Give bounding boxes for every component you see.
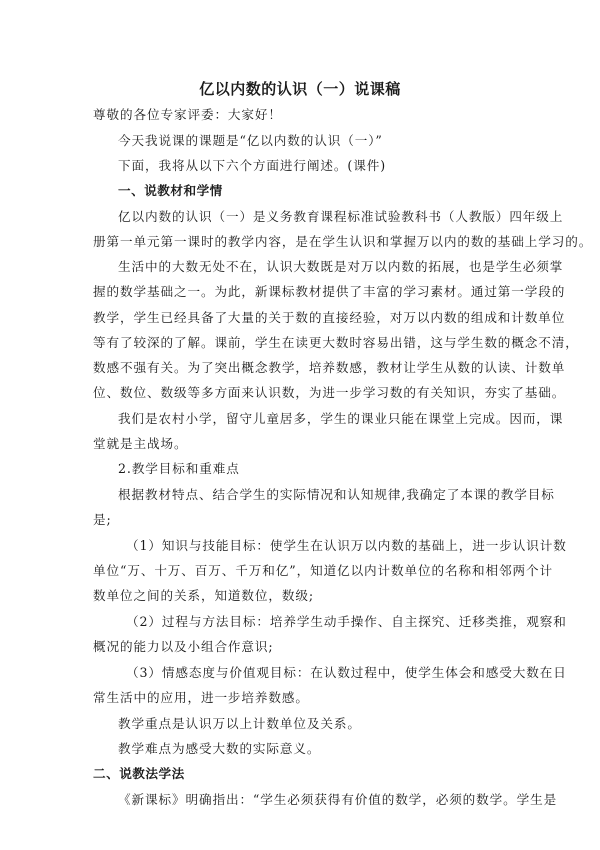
paragraph-line: （3）情感态度与价值观目标：在认数过程中，使学生体会和感受大数在日 [126,665,567,680]
paragraph-line: 亿以内数的认识（一）是义务教育课程标准试验教科书（人教版）四年级上 [118,209,564,224]
paragraph-line: 概况的能力以及小组合作意识; [93,639,274,654]
paragraph-line: （2）过程与方法目标：培养学生动手操作、自主探究、迁移类推，观察和 [126,614,567,629]
paragraph-line: 常生活中的应用，进一步培养数感。 [93,690,309,705]
section-heading: 一、说教材和学情 [118,183,223,198]
paragraph-line: 下面，我将从以下六个方面进行阐述。(课件) [118,158,387,173]
paragraph-line: 数单位之间的关系，知道数位，数级; [93,588,315,603]
paragraph-line: 握的数学基础之一。为此，新课标教材提供了丰富的学习素材。通过第一学段的 [93,284,566,299]
paragraph-line: 根据教材特点、结合学生的实际情况和认知规律,我确定了本课的教学目标 [118,487,555,502]
subsection-heading: 2.教学目标和重难点 [118,461,240,476]
paragraph-line: 是; [93,512,112,527]
paragraph-line: 生活中的大数无处不在，认识大数既是对万以内数的拓展，也是学生必须掌 [118,259,564,274]
document-title: 亿以内数的认识（一）说课稿 [199,80,401,98]
paragraph-line: 位、数位、数级等多方面来认识数，为进一步学习数的有关知识，夯实了基础。 [93,385,566,400]
paragraph-line: 今天我说课的课题是“亿以内数的认识（一）” [118,133,383,148]
paragraph-line: 等有了较深的了解。课前，学生在读更大数时容易出错，这与学生数的概念不清， [93,335,579,350]
greeting-line: 尊敬的各位专家评委：大家好！ [93,107,282,122]
paragraph-line: 数感不强有关。为了突出概念教学，培养数感，教材让学生从数的认读、计数单 [93,360,566,375]
paragraph-line: （1）知识与技能目标：使学生在认识万以内数的基础上，进一步认识计数 [126,538,567,553]
paragraph-line: 教学重点是认识万以上计数单位及关系。 [118,716,361,731]
paragraph-line: 我们是农村小学，留守儿童居多，学生的课业只能在课堂上完成。因而，课 [118,411,564,426]
paragraph-line: 教学难点为感受大数的实际意义。 [118,741,321,756]
paragraph-line: 册第一单元第一课时的教学内容，是在学生认识和掌握万以内的数的基础上学习的。 [93,234,593,249]
paragraph-line: 教学，学生已经具备了大量的关于数的直接经验，对万以内数的组成和计数单位 [93,310,566,325]
paragraph-line: 《新课标》明确指出：“学生必须获得有价值的数学，必须的数学。学生是 [118,792,558,807]
paragraph-line: 单位“万、十万、百万、千万和亿”，知道亿以内计数单位的名称和相邻两个计 [93,563,553,578]
section-heading: 二、说教法学法 [93,766,185,781]
paragraph-line: 堂就是主战场。 [93,436,188,451]
